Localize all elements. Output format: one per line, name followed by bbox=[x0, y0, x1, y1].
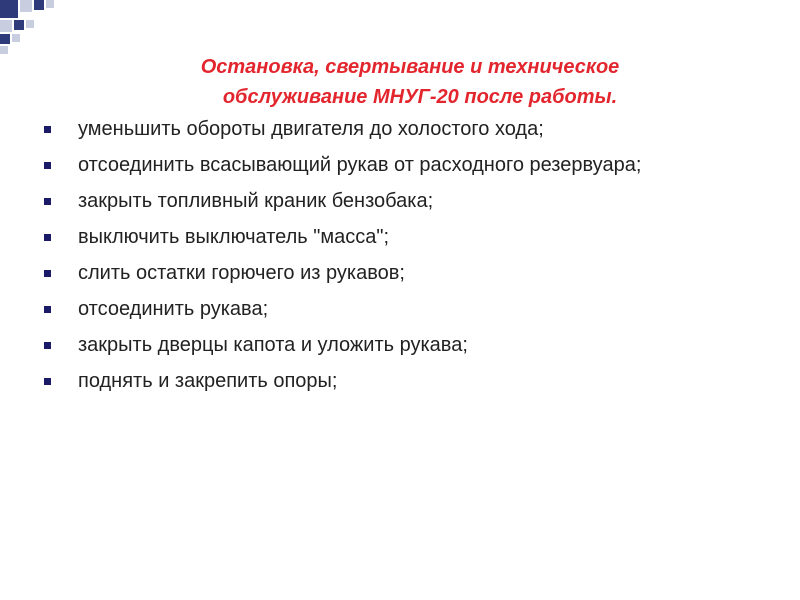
list-item bbox=[44, 295, 744, 323]
slide-title bbox=[110, 52, 710, 112]
square-bullet-icon bbox=[44, 162, 51, 169]
list-item-text: отсоединить всасывающий рукав от расходного резервуара; bbox=[78, 154, 642, 176]
list-item bbox=[44, 331, 744, 359]
list-item-text: уменьшить обороты двигателя до холостого хода; bbox=[78, 118, 544, 140]
list-item bbox=[44, 151, 744, 179]
list-item bbox=[44, 259, 744, 287]
slide-title-line-1: Остановка, свертывание и техническое bbox=[200, 56, 620, 78]
square-bullet-icon bbox=[44, 234, 51, 241]
list-item-text: слить остатки горючего из рукавов; bbox=[78, 262, 405, 284]
list-item-text: поднять и закрепить опоры; bbox=[78, 370, 338, 392]
corner-decoration bbox=[0, 0, 70, 60]
slide-title-line-2: обслуживание МНУГ-20 после работы. bbox=[222, 86, 618, 108]
square-bullet-icon bbox=[44, 378, 51, 385]
square-bullet-icon bbox=[44, 342, 51, 349]
list-item-text: выключить выключатель "масса"; bbox=[78, 226, 390, 248]
bullet-list bbox=[44, 115, 744, 403]
square-bullet-icon bbox=[44, 270, 51, 277]
list-item bbox=[44, 115, 744, 143]
square-bullet-icon bbox=[44, 306, 51, 313]
square-bullet-icon bbox=[44, 126, 51, 133]
list-item-text: закрыть дверцы капота и уложить рукава; bbox=[78, 334, 468, 356]
list-item-text: отсоединить рукава; bbox=[78, 298, 269, 320]
list-item-text: закрыть топливный краник бензобака; bbox=[78, 190, 434, 212]
list-item bbox=[44, 187, 744, 215]
square-bullet-icon bbox=[44, 198, 51, 205]
list-item bbox=[44, 367, 744, 395]
list-item bbox=[44, 223, 744, 251]
